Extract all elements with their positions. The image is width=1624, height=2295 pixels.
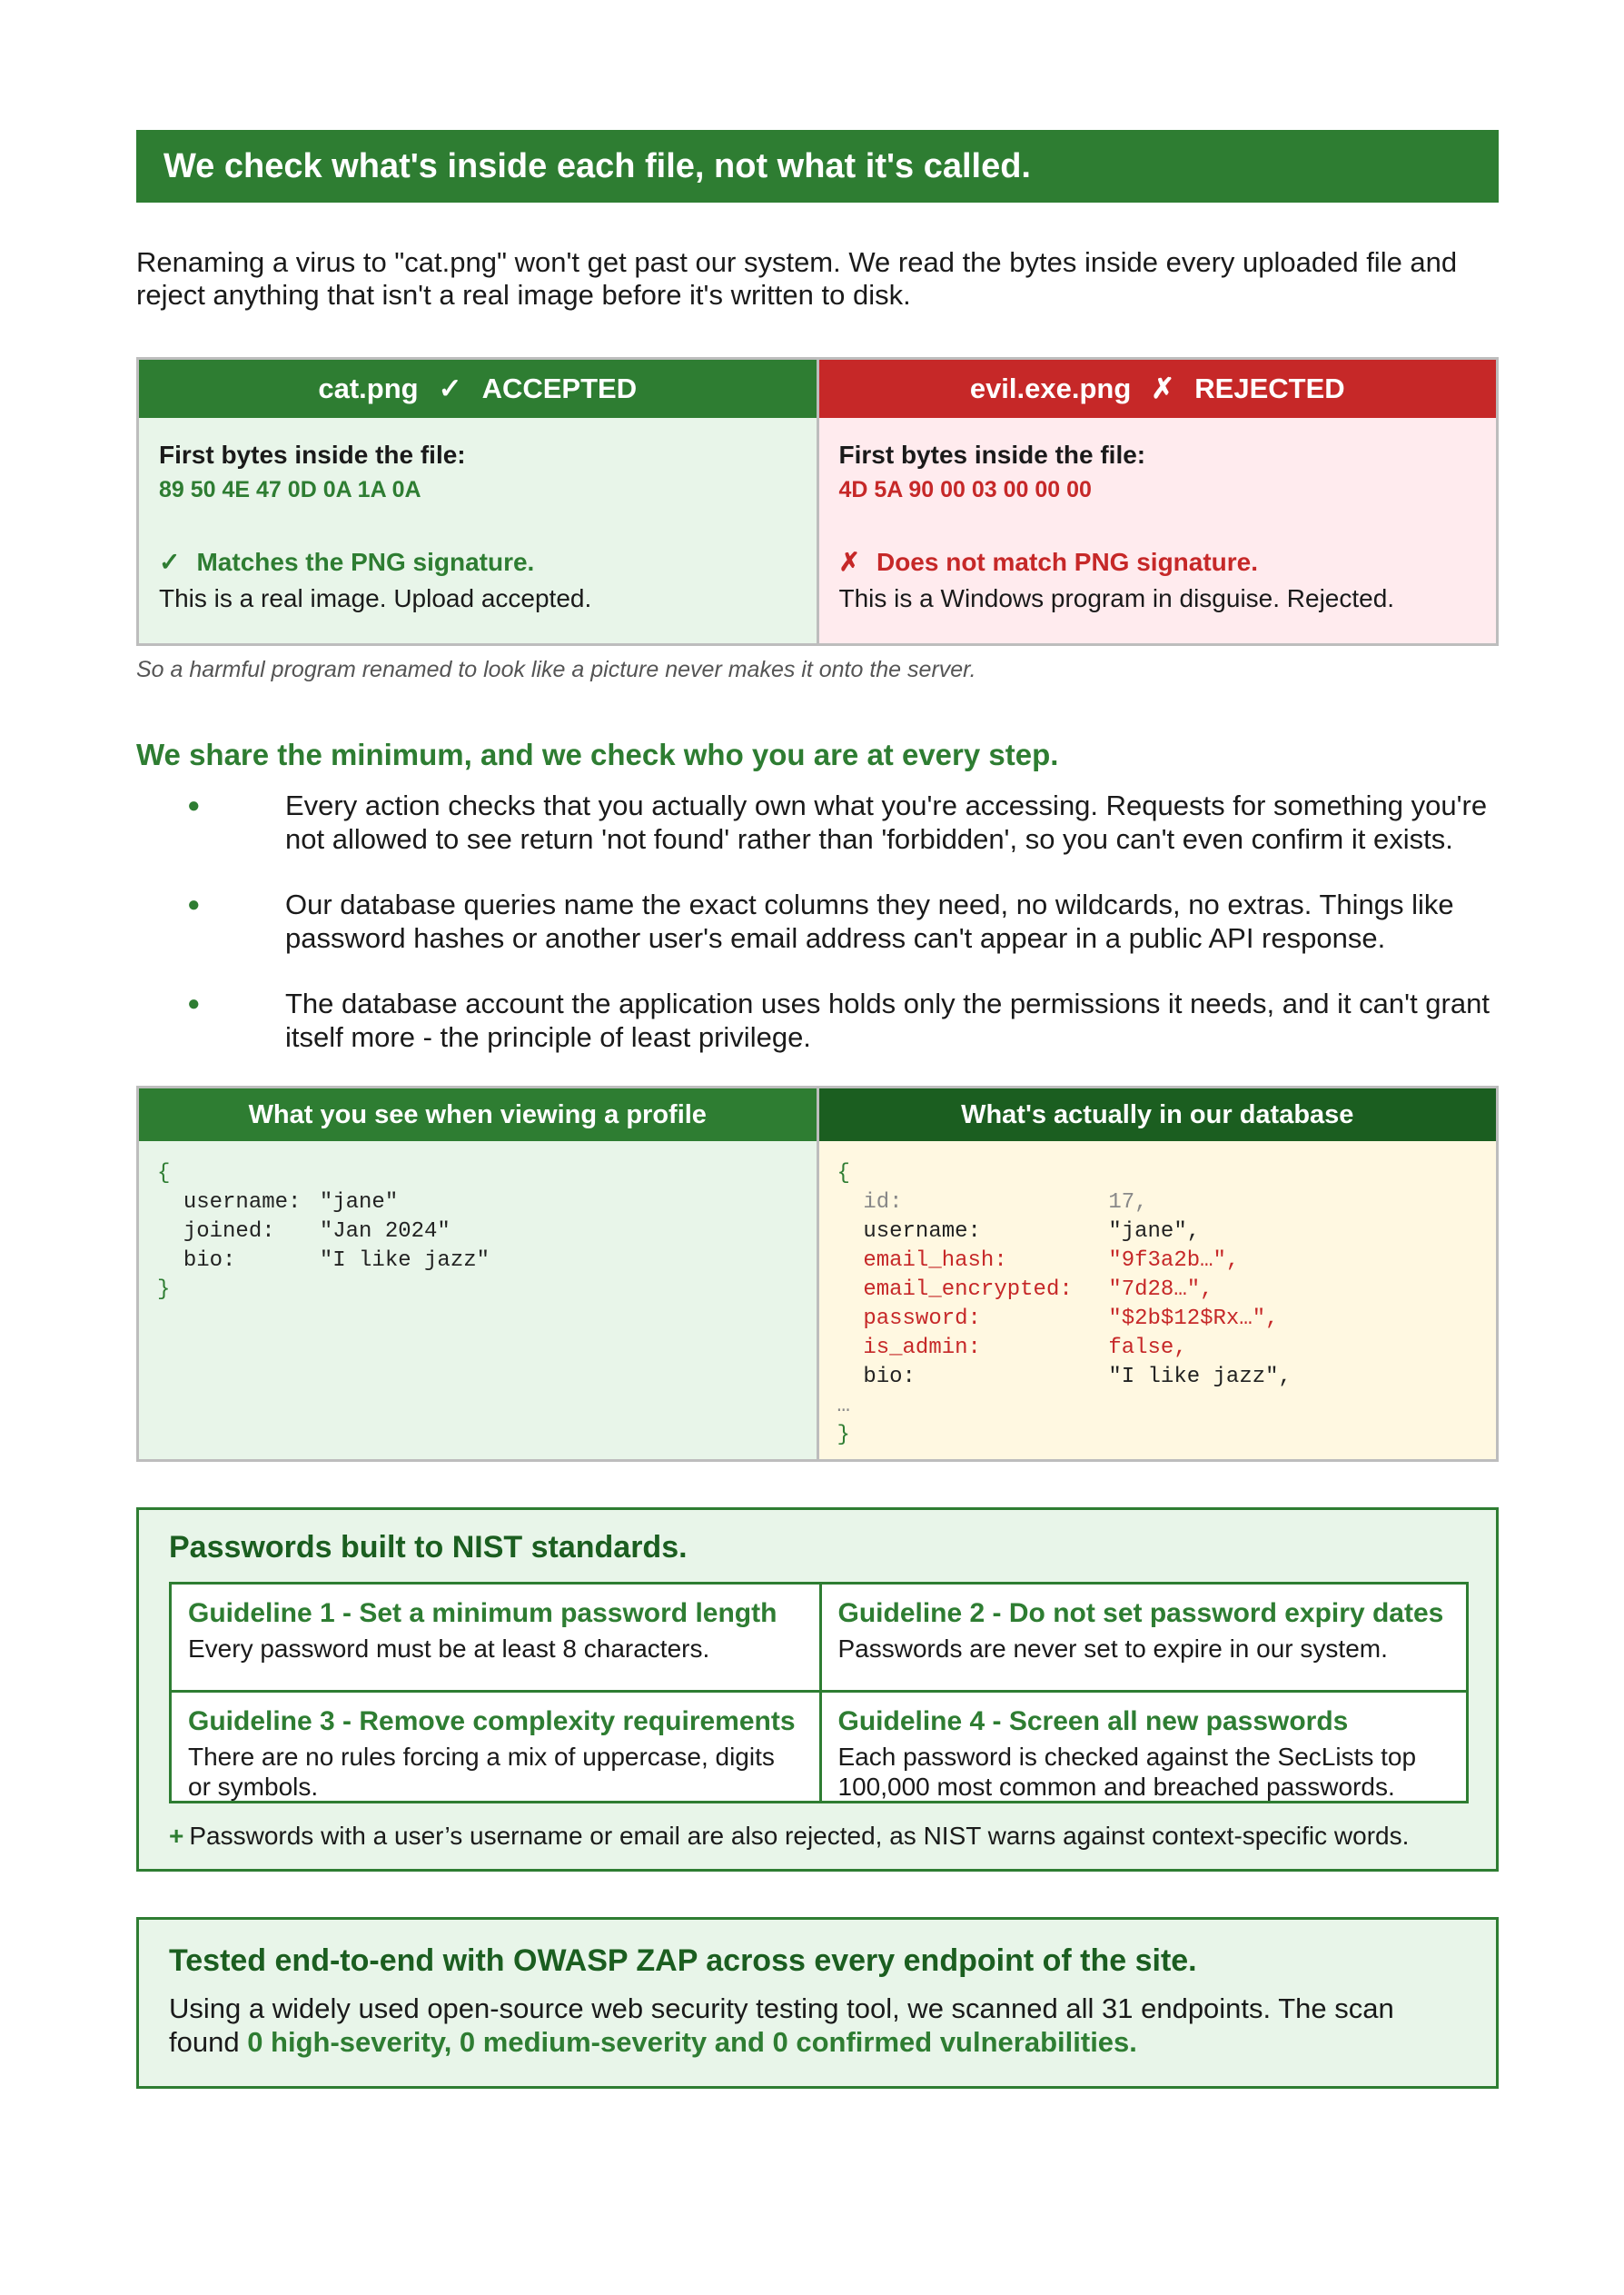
public-profile-header: What you see when viewing a profile xyxy=(139,1088,817,1141)
ellipsis: … xyxy=(837,1394,850,1418)
nist-section xyxy=(136,1507,1499,1872)
field-value: "jane", xyxy=(1108,1219,1201,1244)
close-brace: } xyxy=(157,1277,171,1302)
zap-section xyxy=(136,1917,1499,2089)
open-brace: { xyxy=(837,1161,850,1186)
accepted-verdict xyxy=(159,547,797,578)
close-brace: } xyxy=(837,1423,850,1447)
plus-icon: + xyxy=(169,1822,184,1850)
zap-text xyxy=(169,1992,1466,2059)
png-signature-bytes: 89 50 4E 47 0D 0A 1A 0A xyxy=(159,477,421,502)
file-check-comparison xyxy=(136,357,1499,646)
bullet-text: Our database queries name the exact columns they need, no wildcards, no extras. Things like password hashes or another user's email address can't appear in a public API response. xyxy=(285,889,1454,954)
rejected-file-panel xyxy=(817,360,1497,643)
zap-text-body: Using a widely used open-source web security testing tool, we scanned all 31 endpoints. The scan found xyxy=(169,1992,1394,2058)
field-key: email_hash: xyxy=(863,1248,1007,1273)
file-check-caption: So a harmful program renamed to look like a picture never makes it onto the server. xyxy=(136,657,976,682)
zap-result-highlight: 0 high-severity, 0 medium-severity and 0 confirmed vulnerabilities. xyxy=(247,2026,1137,2058)
guideline-title: Guideline 2 - Do not set password expiry dates xyxy=(837,1598,1444,1628)
bullet-icon: ● xyxy=(187,991,201,1016)
field-value: "7d28…", xyxy=(1108,1277,1213,1302)
bytes-label: First bytes inside the file: xyxy=(159,441,466,469)
guideline-title: Guideline 1 - Set a minimum password length xyxy=(188,1598,777,1628)
open-brace: { xyxy=(157,1161,171,1186)
guideline-text: Each password is checked against the SecLists top 100,000 most common and breached passwords. xyxy=(837,1743,1417,1801)
bytes-label: First bytes inside the file: xyxy=(838,441,1146,469)
field-key: is_admin: xyxy=(863,1336,981,1360)
field-key: joined: xyxy=(183,1219,275,1244)
page xyxy=(136,130,1499,2089)
field-key: password: xyxy=(863,1306,981,1331)
accepted-file-panel xyxy=(139,360,817,643)
rejected-filename: evil.exe.png xyxy=(969,373,1132,404)
field-key: username: xyxy=(863,1219,981,1244)
field-value: "jane" xyxy=(319,1190,399,1215)
field-key: bio: xyxy=(863,1365,916,1389)
field-value: "I like jazz", xyxy=(1108,1365,1292,1389)
field-value: false, xyxy=(1108,1336,1187,1360)
accepted-status: ACCEPTED xyxy=(481,373,638,404)
guideline-text: Passwords are never set to expire in our system. xyxy=(837,1634,1388,1663)
guideline-card xyxy=(819,1585,1467,1690)
field-value: "Jan 2024" xyxy=(319,1219,451,1244)
field-value: "9f3a2b…", xyxy=(1108,1248,1240,1273)
guideline-card xyxy=(172,1585,819,1690)
check-icon: ✓ xyxy=(438,373,462,404)
field-key: id: xyxy=(863,1190,903,1215)
nist-footnote xyxy=(169,1822,1469,1851)
field-key: bio: xyxy=(183,1248,236,1273)
accepted-note: This is a real image. Upload accepted. xyxy=(159,584,592,612)
intro-paragraph: Renaming a virus to "cat.png" won't get past our system. We read the bytes inside every uploaded file and reject anything that isn't a real image before it's written to disk. xyxy=(136,246,1458,311)
field-value: "$2b$12$Rx…", xyxy=(1108,1306,1279,1331)
nist-footnote-text: Passwords with a user’s username or email are also rejected, as NIST warns against context-specific words. xyxy=(189,1822,1410,1850)
guideline-card xyxy=(819,1690,1467,1801)
nist-title: Passwords built to NIST standards. xyxy=(169,1530,688,1565)
page-title: We check what's inside each file, not what it's called. xyxy=(136,130,1499,203)
database-record-header: What's actually in our database xyxy=(819,1088,1497,1141)
bullet-text: Every action checks that you actually own what you're accessing. Requests for something you're not allowed to see return 'not found' rather than 'forbidden', so you can't even confirm it exists. xyxy=(285,790,1488,855)
accepted-filename: cat.png xyxy=(318,373,419,404)
accepted-file-body xyxy=(139,418,817,643)
public-profile-panel xyxy=(139,1088,817,1459)
guideline-text: Every password must be at least 8 characters. xyxy=(188,1634,710,1663)
rejected-status: REJECTED xyxy=(1194,373,1345,404)
access-heading: We share the minimum, and we check who you are at every step. xyxy=(136,738,1059,771)
rejected-file-body xyxy=(819,418,1497,643)
database-record-code xyxy=(819,1141,1497,1459)
profile-comparison xyxy=(136,1086,1499,1462)
rejected-verdict xyxy=(839,547,1477,578)
accepted-verdict-text: Matches the PNG signature. xyxy=(196,548,535,576)
list-item xyxy=(136,888,1499,955)
guideline-card xyxy=(172,1690,819,1801)
field-value: "I like jazz" xyxy=(319,1248,490,1273)
field-key: email_encrypted: xyxy=(863,1277,1073,1302)
zap-title: Tested end-to-end with OWASP ZAP across every endpoint of the site. xyxy=(169,1943,1197,1978)
guideline-text: There are no rules forcing a mix of uppercase, digits or symbols. xyxy=(188,1743,775,1801)
list-item xyxy=(136,987,1499,1054)
rejected-note: This is a Windows program in disguise. Rejected. xyxy=(838,584,1395,612)
cross-icon: ✗ xyxy=(1151,373,1175,404)
cross-icon: ✗ xyxy=(838,548,860,576)
rejected-verdict-text: Does not match PNG signature. xyxy=(876,548,1259,576)
guideline-grid xyxy=(169,1582,1469,1803)
exe-signature-bytes: 4D 5A 90 00 03 00 00 00 xyxy=(838,477,1092,502)
bullet-icon: ● xyxy=(187,892,201,917)
list-item xyxy=(136,789,1499,856)
field-value: 17, xyxy=(1108,1190,1148,1215)
access-bullet-list xyxy=(136,789,1499,1054)
public-profile-code xyxy=(139,1141,817,1459)
database-record-panel xyxy=(817,1088,1497,1459)
bullet-text: The database account the application uses holds only the permissions it needs, and it can't grant itself more - the principle of least privilege. xyxy=(285,988,1490,1053)
guideline-title: Guideline 3 - Remove complexity requirements xyxy=(188,1706,796,1736)
guideline-title: Guideline 4 - Screen all new passwords xyxy=(837,1706,1349,1736)
field-key: username: xyxy=(183,1190,302,1215)
rejected-file-header xyxy=(819,360,1497,418)
accepted-file-header xyxy=(139,360,817,418)
check-icon: ✓ xyxy=(159,548,181,576)
bullet-icon: ● xyxy=(187,793,201,818)
